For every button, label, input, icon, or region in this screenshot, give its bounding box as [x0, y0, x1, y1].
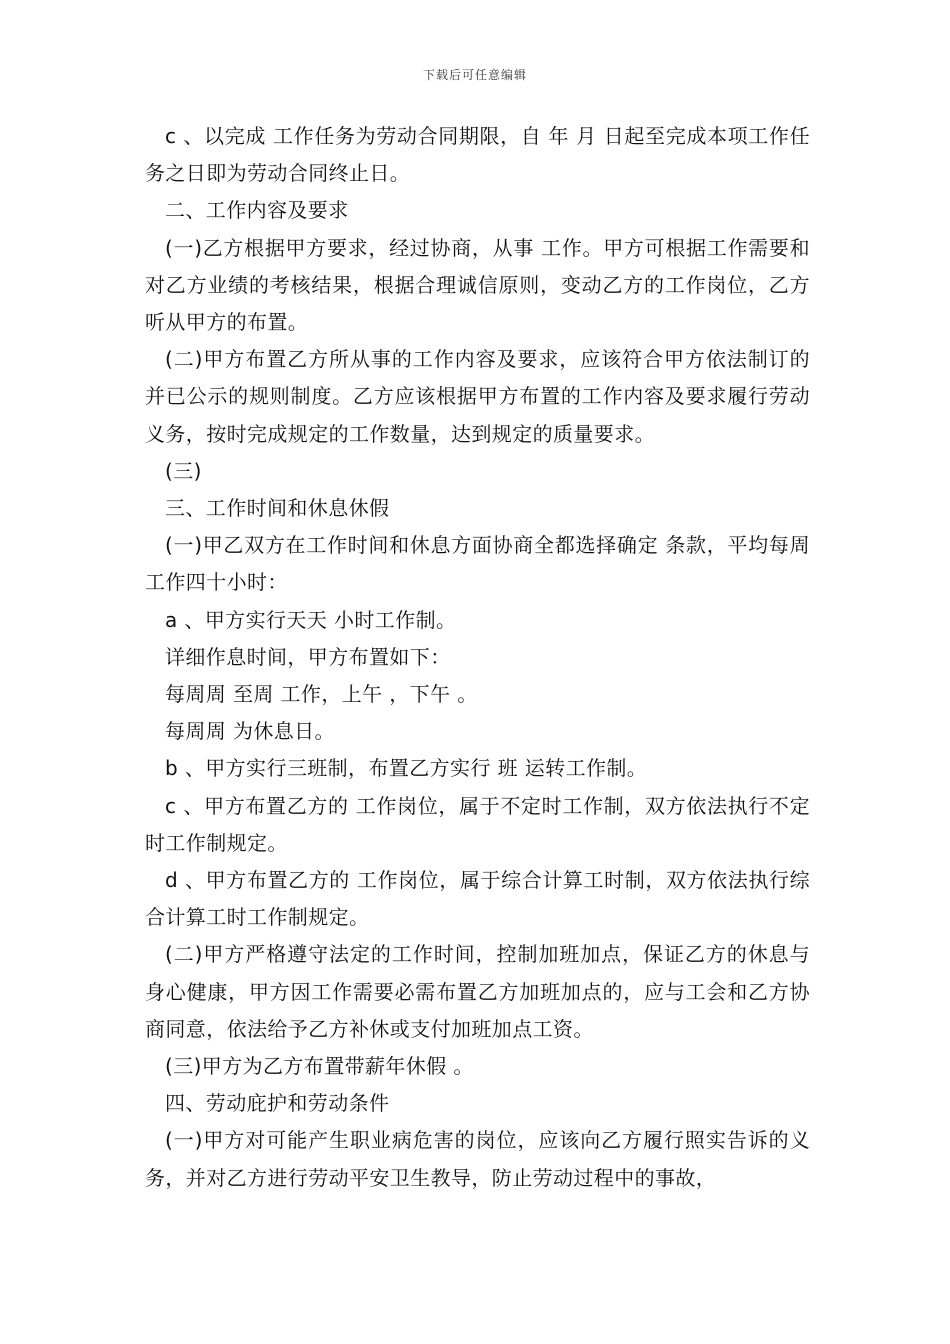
paragraph-option-d: d 、甲方布置乙方的 工作岗位，属于综合计算工时制，双方依法执行综合计算工时工作制规定。: [145, 868, 810, 930]
paragraph-schedule-days: 每周周 至周 工作，上午 ，下午 。: [165, 682, 478, 707]
section-heading-labor-protection: 四、劳动庇护和劳动条件: [165, 1091, 390, 1116]
page-header: 下载后可任意编辑: [422, 68, 527, 82]
section-heading-work-content: 二、工作内容及要求: [165, 198, 349, 223]
paragraph-occupational-hazard: (一)甲方对可能产生职业病危害的岗位，应该向乙方履行照实告诉的义务，并对乙方进行劳动平安卫生教导，防止劳动过程中的事故，: [145, 1128, 810, 1190]
paragraph-work-requirements: (二)甲方布置乙方所从事的工作内容及要求，应该符合甲方依法制订的并已公示的规则制度。乙方应该根据甲方布置的工作内容及要求履行劳动义务，按时完成规定的工作数量，达到规定的质量要求。: [145, 347, 810, 446]
paragraph-job-assignment: (一)乙方根据甲方要求，经过协商，从事 工作。甲方可根据工作需要和对乙方业绩的考核结果，根据合理诚信原则，变动乙方的工作岗位，乙方听从甲方的布置。: [145, 235, 810, 335]
paragraph-task-term: c 、以完成 工作任务为劳动合同期限，自 年 月 日起至完成本项工作任务之日即为劳动合同终止日。: [145, 124, 810, 186]
paragraph-schedule-intro: 详细作息时间，甲方布置如下：: [165, 644, 451, 669]
paragraph-option-a: a 、甲方实行天天 小时工作制。: [165, 607, 457, 632]
paragraph-annual-leave: (三)甲方为乙方布置带薪年休假 。: [165, 1054, 474, 1079]
paragraph-option-c: c 、甲方布置乙方的 工作岗位，属于不定时工作制，双方依法执行不定时工作制规定。: [145, 793, 810, 855]
paragraph-rest-day: 每周周 为休息日。: [165, 719, 335, 744]
paragraph-option-b: b 、甲方实行三班制，布置乙方实行 班 运转工作制。: [165, 756, 648, 781]
paragraph-weekly-hours: (一)甲乙双方在工作时间和休息方面协商全都选择确定 条款，平均每周工作四十小时：: [145, 533, 810, 595]
paragraph-item-three: (三): [165, 458, 202, 483]
section-heading-work-hours: 三、工作时间和休息休假: [165, 496, 390, 521]
document-body: [145, 118, 810, 1197]
paragraph-overtime: (二)甲方严格遵守法定的工作时间，控制加班加点，保证乙方的休息与身心健康，甲方因工作需要必需布置乙方加班加点的，应与工会和乙方协商同意，依法给予乙方补休或支付加班加点工资。: [145, 942, 810, 1041]
